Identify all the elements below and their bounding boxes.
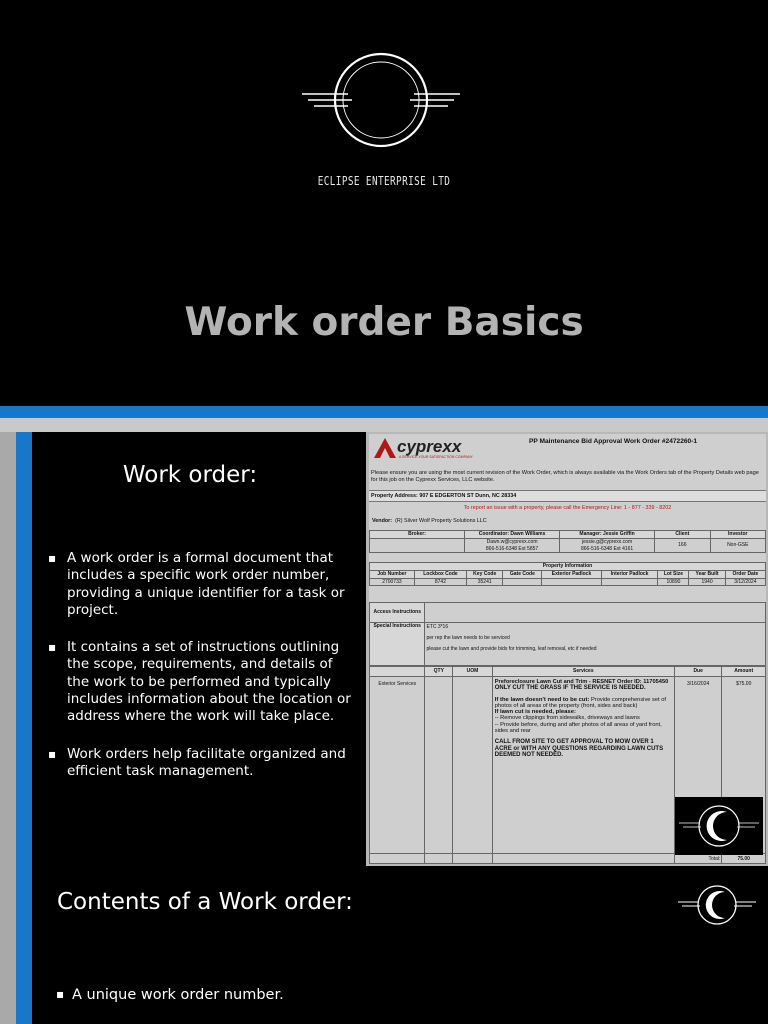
document-note: Please ensure you are using the most current revision of the Work Order, which is always available via the Work Orders tab of the Property Details web page for this job on the Cyprexx Services, LLC website. xyxy=(371,470,759,483)
vendor-line xyxy=(369,518,766,524)
service-line: CALL FROM SITE TO GET APPROVAL TO MOW OVER 1 ACRE or WITH ANY QUESTIONS REGARDING LAWN CUTS DEEMED NOT NEEDED. xyxy=(494,739,664,758)
coordinator-phone: 866-516-6348 Ext 5857 xyxy=(485,545,539,552)
header-cell: QTY xyxy=(425,667,453,677)
total-label: Total: xyxy=(674,854,722,864)
slide-heading: Contents of a Work order: xyxy=(57,889,353,915)
value-cell xyxy=(601,578,658,586)
total-spacer xyxy=(370,854,425,864)
header-cell: Year Built xyxy=(689,570,725,578)
value-cell: 2700733 xyxy=(370,578,415,586)
access-value xyxy=(425,603,766,623)
special-line: ETC 3*16 xyxy=(426,624,449,630)
header-cell: Coordinator: Dawn Williams xyxy=(465,531,560,539)
broker-cell xyxy=(370,538,465,553)
header-cell: Investor xyxy=(710,531,765,539)
work-order-slide xyxy=(0,432,768,866)
service-line: -- Provide before, during and after photos of all areas of yard front, sides and rear xyxy=(494,721,662,735)
manager-cell xyxy=(560,538,655,553)
service-text: Provide comprehensive set of photos of all areas of the property (front, sides and back) xyxy=(494,696,666,709)
work-order-document-image xyxy=(369,434,766,864)
accent-stripe-gray xyxy=(0,432,16,866)
header-cell: Lot Size xyxy=(658,570,689,578)
header-cell: Due xyxy=(674,667,722,677)
service-line: -- Remove clippings from sidewalks, driveways and lawns xyxy=(494,715,640,722)
special-value xyxy=(425,623,766,666)
property-info-table xyxy=(369,562,766,586)
accent-stripe-blue xyxy=(16,866,32,1024)
document-title: PP Maintenance Bid Approval Work Order #2472260-1 xyxy=(529,438,698,445)
header-cell: Broker: xyxy=(370,531,465,539)
cyprexx-logo-icon xyxy=(372,436,398,460)
header-cell: UOM xyxy=(453,667,493,677)
value-cell: 3/12/2024 xyxy=(725,578,765,586)
investor-cell: Non-GSE xyxy=(710,538,765,553)
company-name: ECLIPSE ENTERPRISE LTD xyxy=(317,174,451,188)
service-line: ONLY CUT THE GRASS IF THE SERVICE IS NEEDED. xyxy=(494,685,646,692)
service-line xyxy=(495,697,672,710)
brand-tagline: A SERVICE YOUR SATISFACTION COMPANY xyxy=(399,455,473,459)
coordinator-cell xyxy=(465,538,560,553)
manager-email: jessie.g@cyprexx.com xyxy=(582,538,633,545)
service-description xyxy=(492,677,674,854)
header-cell: Job Number xyxy=(370,570,415,578)
divider-band xyxy=(0,406,768,418)
bullet-item: ▪ A work order is a formal document that includes a specific work order number, providing a unique identifier for a task or project. xyxy=(46,550,356,619)
special-line: please cut the lawn and provide bids for trimming, leaf removal, etc if needed xyxy=(426,646,597,652)
qty-cell xyxy=(425,677,453,854)
bullet-item: ▪ It contains a set of instructions outlining the scope, requirements, and details of the work to be performed and typically includes information about the location or address where the work will take place. xyxy=(46,639,356,725)
uom-cell xyxy=(453,677,493,854)
value-cell: 35241 xyxy=(467,578,503,586)
bullet-list xyxy=(46,550,356,800)
amount-cell: $75.00 xyxy=(722,677,766,854)
eclipse-logo xyxy=(300,50,462,150)
special-label: Special Instructions xyxy=(370,623,425,666)
header-cell: Key Code xyxy=(467,570,503,578)
service-title: Preforeclosure Lawn Cut and Trim - RESNET Order ID: 11705450 xyxy=(494,679,669,685)
coordinator-email: Dawn.w@cyprexx.com xyxy=(486,538,538,545)
header-cell-empty xyxy=(370,667,425,677)
manager-phone: 866-516-6348 Ext 4161 xyxy=(580,545,634,552)
total-spacer xyxy=(492,854,674,864)
total-spacer xyxy=(453,854,493,864)
bullet-item: ▪ A unique work order number. xyxy=(56,987,284,1003)
due-cell: 3/16/2024 xyxy=(674,677,722,854)
property-address: Property Address: 907 E EDGERTON ST Dunn, NC 28334 xyxy=(369,490,766,502)
header-cell: Interior Padlock xyxy=(601,570,658,578)
header-cell: Lockbox Code xyxy=(414,570,466,578)
title-slide xyxy=(0,0,768,406)
service-category: Exterior Services xyxy=(370,677,425,854)
access-label: Access Instructions xyxy=(370,603,425,623)
vendor-label: Vendor: xyxy=(372,518,393,524)
vendor-name: (R) Silver Wolf Property Solutions LLC xyxy=(395,518,487,524)
header-cell: Exterior Padlock xyxy=(542,570,601,578)
value-cell xyxy=(503,578,542,586)
value-cell xyxy=(542,578,601,586)
instructions-table xyxy=(369,602,766,666)
header-cell: Services xyxy=(492,667,674,677)
accent-stripe-gray xyxy=(0,866,16,1024)
header-cell: Order Date xyxy=(725,570,765,578)
value-cell: 10890 xyxy=(658,578,689,586)
special-line: per rep the lawn needs to be serviced xyxy=(426,635,510,641)
slide-heading: Work order: xyxy=(122,462,258,488)
slide-title: Work order Basics xyxy=(184,300,584,345)
eclipse-logo-small xyxy=(675,797,763,855)
property-info-label: Property Information xyxy=(370,563,766,571)
service-bold: If lawn cut is needed, please: xyxy=(494,709,576,716)
emergency-line: To report an issue with a property, please call the Emergency Line: 1 - 877 - 339 - 8202 xyxy=(463,505,672,511)
eclipse-logo-small xyxy=(676,880,758,930)
service-bold: If the lawn doesn't need to be cut: xyxy=(494,696,590,703)
contacts-table xyxy=(369,530,766,553)
header-cell: Amount xyxy=(722,667,766,677)
slide-gap xyxy=(0,418,768,432)
value-cell: 8742 xyxy=(414,578,466,586)
header-cell: Gate Code xyxy=(503,570,542,578)
client-cell: 166 xyxy=(655,538,710,553)
value-cell: 1940 xyxy=(689,578,725,586)
bullet-item: ▪ Work orders help facilitate organized and efficient task management. xyxy=(46,746,356,781)
accent-stripe-blue xyxy=(16,432,32,866)
header-cell: Manager: Jessie Griffin xyxy=(560,531,655,539)
brand-name: cyprexx xyxy=(397,437,462,456)
total-spacer xyxy=(425,854,453,864)
header-cell: Client xyxy=(655,531,710,539)
contents-slide xyxy=(0,866,768,1024)
total-value: 75.00 xyxy=(722,854,766,864)
